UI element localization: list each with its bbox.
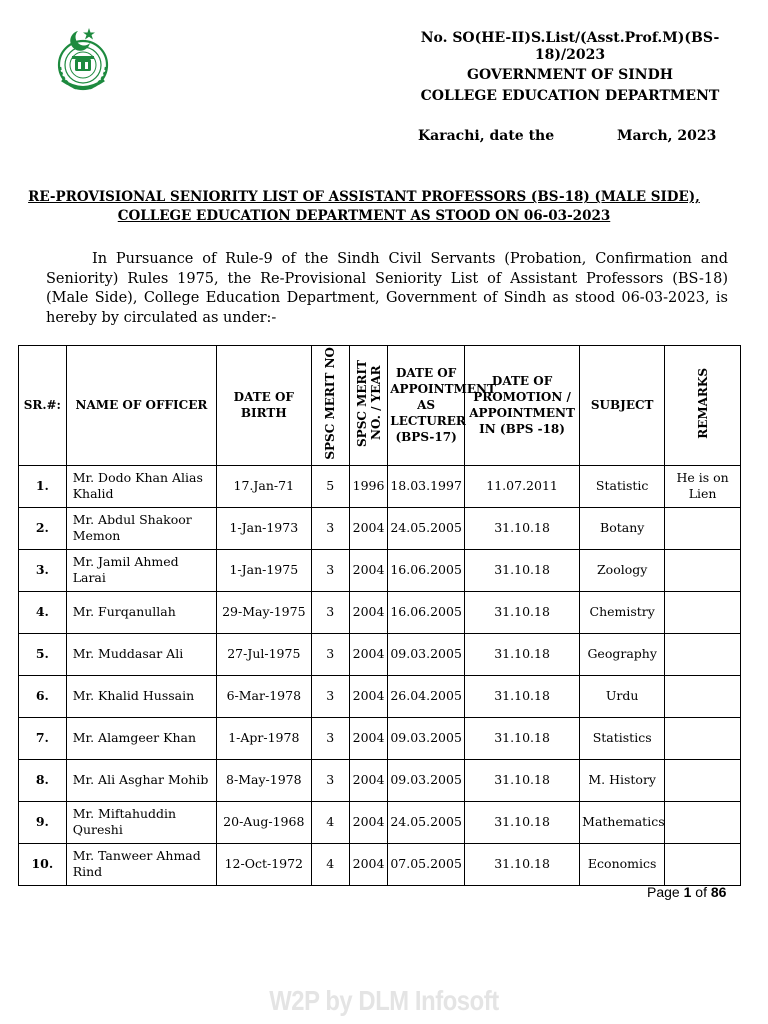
row-subject: Mathematics — [580, 801, 665, 843]
row-sr: 6. — [19, 675, 67, 717]
row-sr: 1. — [19, 465, 67, 507]
table-row — [19, 843, 741, 885]
row-merit-year: 2004 — [349, 759, 387, 801]
row-sr: 3. — [19, 549, 67, 591]
row-dob: 1-Jan-1975 — [217, 549, 311, 591]
row-merit-no: 3 — [311, 507, 349, 549]
title-line-1: RE-PROVISIONAL SENIORITY LIST OF ASSISTANT PROFESSORS (BS-18) (MALE SIDE), — [28, 189, 700, 205]
row-name: Mr. Ali Asghar Mohib — [66, 759, 216, 801]
row-subject: Botany — [580, 507, 665, 549]
table-row — [19, 549, 741, 591]
row-merit-no: 3 — [311, 717, 349, 759]
row-lecturer-date: 16.06.2005 — [388, 549, 465, 591]
row-dob: 1-Apr-1978 — [217, 717, 311, 759]
row-promotion-date: 31.10.18 — [465, 801, 580, 843]
row-merit-no: 3 — [311, 591, 349, 633]
seniority-table — [18, 345, 741, 886]
row-dob: 27-Jul-1975 — [217, 633, 311, 675]
date-label: Karachi, date the — [418, 128, 555, 144]
row-remarks — [665, 633, 741, 675]
row-merit-no: 3 — [311, 633, 349, 675]
row-merit-year: 2004 — [349, 591, 387, 633]
row-name: Mr. Furqanullah — [66, 591, 216, 633]
row-sr: 5. — [19, 633, 67, 675]
row-merit-no: 3 — [311, 675, 349, 717]
table-row — [19, 591, 741, 633]
row-promotion-date: 31.10.18 — [465, 675, 580, 717]
table-row — [19, 759, 741, 801]
page-word: Page — [647, 884, 680, 900]
col-subject: SUBJECT — [580, 346, 665, 466]
col-lecturer-date: DATE OF APPOINTMENT AS LECTURER (BPS-17) — [388, 346, 465, 466]
table-header-row — [19, 346, 741, 466]
row-sr: 9. — [19, 801, 67, 843]
government-name: GOVERNMENT OF SINDH — [467, 67, 673, 83]
emblem-icon — [48, 25, 118, 95]
row-lecturer-date: 09.03.2005 — [388, 717, 465, 759]
row-lecturer-date: 24.05.2005 — [388, 801, 465, 843]
row-sr: 10. — [19, 843, 67, 885]
intro-paragraph — [46, 250, 728, 328]
row-subject: Zoology — [580, 549, 665, 591]
row-sr: 2. — [19, 507, 67, 549]
row-promotion-date: 11.07.2011 — [465, 465, 580, 507]
col-sr: SR.#: — [19, 346, 67, 466]
row-name: Mr. Dodo Khan Alias Khalid — [66, 465, 216, 507]
row-merit-no: 3 — [311, 549, 349, 591]
row-promotion-date: 31.10.18 — [465, 591, 580, 633]
row-remarks — [665, 801, 741, 843]
row-promotion-date: 31.10.18 — [465, 633, 580, 675]
date-value: March, 2023 — [617, 128, 717, 144]
row-remarks — [665, 717, 741, 759]
row-merit-year: 2004 — [349, 633, 387, 675]
row-dob: 1-Jan-1973 — [217, 507, 311, 549]
row-merit-year: 2004 — [349, 675, 387, 717]
row-merit-no: 5 — [311, 465, 349, 507]
col-remarks — [665, 346, 741, 466]
row-name: Mr. Khalid Hussain — [66, 675, 216, 717]
table-row — [19, 717, 741, 759]
col-remarks-label: REMARKS — [695, 367, 710, 439]
col-merit-no-label: SPSC MERIT NO — [323, 347, 338, 460]
row-remarks: He is on Lien — [665, 465, 741, 507]
intro-text-1: In Pursuance of Rule-9 of the Sindh Civil Servants (Probation, Confirmation and Seniority) — [46, 251, 728, 287]
row-lecturer-date: 26.04.2005 — [388, 675, 465, 717]
row-dob: 29-May-1975 — [217, 591, 311, 633]
row-promotion-date: 31.10.18 — [465, 717, 580, 759]
row-remarks — [665, 507, 741, 549]
table-row — [19, 801, 741, 843]
row-remarks — [665, 591, 741, 633]
row-name: Mr. Muddasar Ali — [66, 633, 216, 675]
watermark: W2P by DLM Infosoft — [269, 985, 499, 1016]
col-merit-no — [311, 346, 349, 466]
row-merit-no: 4 — [311, 843, 349, 885]
sindh-government-emblem — [48, 25, 118, 95]
row-dob: 20-Aug-1968 — [217, 801, 311, 843]
row-name: Mr. Miftahuddin Qureshi — [66, 801, 216, 843]
row-merit-year: 2004 — [349, 549, 387, 591]
row-lecturer-date: 16.06.2005 — [388, 591, 465, 633]
row-name: Mr. Tanweer Ahmad Rind — [66, 843, 216, 885]
row-subject: M. History — [580, 759, 665, 801]
row-lecturer-date: 07.05.2005 — [388, 843, 465, 885]
row-merit-year: 1996 — [349, 465, 387, 507]
row-lecturer-date: 09.03.2005 — [388, 633, 465, 675]
row-dob: 12-Oct-1972 — [217, 843, 311, 885]
row-merit-year: 2004 — [349, 507, 387, 549]
letter-number: No. SO(HE-II)S.List/(Asst.Prof.M)(BS-18)/2023 — [420, 30, 720, 63]
row-remarks — [665, 675, 741, 717]
row-promotion-date: 31.10.18 — [465, 759, 580, 801]
row-name: Mr. Abdul Shakoor Memon — [66, 507, 216, 549]
col-merit-year-label: SPSC MERIT NO. / YEAR — [354, 359, 383, 447]
row-promotion-date: 31.10.18 — [465, 843, 580, 885]
row-remarks — [665, 843, 741, 885]
row-name: Mr. Jamil Ahmed Larai — [66, 549, 216, 591]
page-indicator — [647, 884, 726, 900]
row-dob: 17.Jan-71 — [217, 465, 311, 507]
intro-text-2: Rules 1975, the Re-Provisional Seniority List of Assistant Professors (BS-18) (Male Side), — [46, 270, 729, 306]
row-merit-year: 2004 — [349, 801, 387, 843]
row-promotion-date: 31.10.18 — [465, 507, 580, 549]
row-promotion-date: 31.10.18 — [465, 549, 580, 591]
row-sr: 8. — [19, 759, 67, 801]
row-subject: Statistics — [580, 717, 665, 759]
row-subject: Economics — [580, 843, 665, 885]
row-subject: Statistic — [580, 465, 665, 507]
page-current: 1 — [683, 884, 692, 900]
table-row — [19, 465, 741, 507]
title-line-2: COLLEGE EDUCATION DEPARTMENT AS STOOD ON 06-03-2023 — [117, 208, 611, 224]
col-merit-year — [349, 346, 387, 466]
department-name: COLLEGE EDUCATION DEPARTMENT — [420, 88, 720, 104]
document-title — [20, 188, 708, 226]
intro-text-3: College Education Department, Government of Sindh as stood 06-03-2023, is hereby by circulated as under:- — [46, 290, 729, 326]
row-dob: 8-May-1978 — [217, 759, 311, 801]
row-merit-year: 2004 — [349, 843, 387, 885]
col-dob: DATE OF BIRTH — [217, 346, 311, 466]
row-subject: Chemistry — [580, 591, 665, 633]
row-sr: 7. — [19, 717, 67, 759]
col-name: NAME OF OFFICER — [66, 346, 216, 466]
row-subject: Urdu — [580, 675, 665, 717]
table-row — [19, 507, 741, 549]
table-body — [19, 465, 741, 885]
row-lecturer-date: 24.05.2005 — [388, 507, 465, 549]
table-row — [19, 675, 741, 717]
row-sr: 4. — [19, 591, 67, 633]
row-dob: 6-Mar-1978 — [217, 675, 311, 717]
row-merit-no: 3 — [311, 759, 349, 801]
table-row — [19, 633, 741, 675]
row-name: Mr. Alamgeer Khan — [66, 717, 216, 759]
row-merit-year: 2004 — [349, 717, 387, 759]
row-lecturer-date: 09.03.2005 — [388, 759, 465, 801]
row-subject: Geography — [580, 633, 665, 675]
col-promotion-date: DATE OF PROMOTION / APPOINTMENT IN (BPS -18) — [465, 346, 580, 466]
row-remarks — [665, 759, 741, 801]
row-merit-no: 4 — [311, 801, 349, 843]
row-remarks — [665, 549, 741, 591]
page-total: 86 — [710, 884, 727, 900]
row-lecturer-date: 18.03.1997 — [388, 465, 465, 507]
page-of: of — [695, 884, 707, 900]
